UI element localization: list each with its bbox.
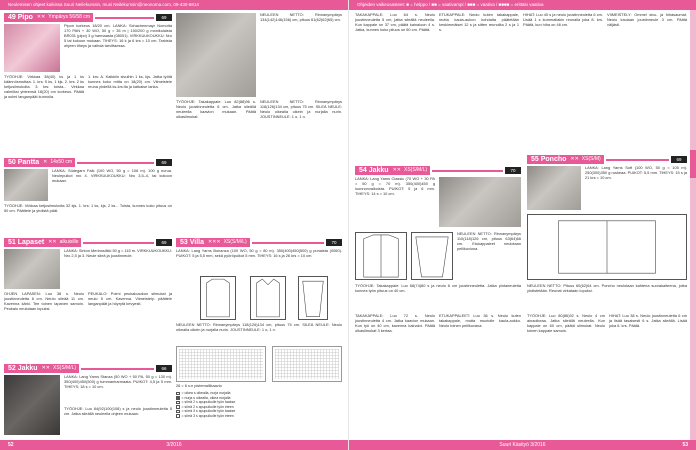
section-badge: 69 — [156, 159, 172, 166]
right-col-4: VIIMEISTELY: Ommel sivu- ja hihasaumat. Neulo kaulaan joustinneule 3 cm. Päätä väljästi. — [607, 13, 687, 27]
section-50-header — [4, 158, 172, 167]
section-badge: 69 — [671, 156, 687, 163]
villa-measurements: NEULEEN NETTO: Rinnanympärys 118(126)134 cm, pituus 75 cm. SILEÄ NEULE: Neulo oikealla oikein ja nurjalla nurin. JOUSTINNEULE: 1 o, 1 n. — [176, 323, 342, 332]
left-header: Neulemisen ohjeet kaikissa Suuri Neilekurssin, musi Neilekurssin@neonoma.com, 09-430-6814 — [0, 0, 348, 10]
section-size: XS(S/M/L) — [53, 364, 79, 373]
section-badge: 69 — [156, 239, 172, 246]
legend-swatch — [176, 414, 180, 418]
section-badge: 66 — [156, 365, 172, 372]
section-title: 51 Lapaset — [4, 238, 48, 247]
section-stars: ✕✕ — [48, 238, 59, 247]
section-stars: ✕✕ — [42, 364, 53, 373]
poncho-col-a: TYÖOHJE: Luo 80(86)92 s. Neulo 4 cm ainaoikeaa. Jatka sileällä neuleella. Kun kappale on 60 cm, päätä silmukat. Neulo toinen kappale samoin. — [527, 314, 605, 333]
villa-photo-large — [176, 13, 256, 97]
section-rule — [252, 242, 324, 244]
section-badge: 69 — [156, 14, 172, 21]
section-title: 53 Villa — [176, 238, 208, 247]
edge-tab — [690, 150, 696, 178]
lapaset-materials: LANKA: Sirkon Merinosilkki 50 g = 115 m. VIRKKUUKOUKKU: Nro 2,5 ja 3. Neule sileä ja joustinneule. — [64, 249, 172, 258]
section-rule — [77, 162, 154, 164]
right-col-1: TAKAKAPPALE: Luo 64 s. Neulo joustinneuletta 5 cm, jatka sileällä neuleella. Kun kappale on 37 cm, päätä kainaloon 4 s. Jatka, kunnes koko pituus on 60 cm. Päätä. — [355, 13, 435, 32]
poncho-schematic — [527, 214, 687, 280]
section-rule — [81, 368, 154, 370]
villa-chart-caption: 26 = 6 s:n pistemallikaavio — [176, 384, 222, 388]
jakku54-netto: NEULEEN NETTO: Rinnanympärys 110(118)126 cm, pituus 63(64)66 cm. Etukappaleet neulotaan peilikuviona. — [457, 232, 521, 251]
right-footer — [349, 440, 696, 450]
section-badge: 70 — [505, 167, 521, 174]
section-52-header — [4, 364, 172, 373]
villa-schematic-sleeve — [298, 276, 328, 320]
section-title: 52 Jakku — [4, 364, 42, 373]
section-size: XS(S/M) — [582, 155, 604, 164]
section-55-header — [527, 155, 687, 164]
legend-swatch — [176, 396, 180, 400]
jakku54-col-a: TAKAKAPPALE: Luo 72 s. Neulo joustinneuletta 4 cm. Jatka kaavion mukaan. Kun työ on 40 cm, kavenna kainalot. Päätä olkasilmukat 3 kertaa. — [355, 314, 435, 333]
page-edge-tabs — [690, 10, 696, 440]
jakku54-schematic — [355, 232, 407, 280]
legend-swatch — [176, 401, 180, 405]
section-size: 14x50 cm — [50, 158, 75, 167]
poncho-col-b: HIHAT: Luo 38 s. Neulo joustinneuletta 6 cm ja lisää tasaisesti 6 s. Jatka sileällä. Lisää joka 6. krs. Päätä. — [609, 314, 687, 328]
section-rule — [83, 242, 154, 244]
pantta-materials: LANKA: Südegarn Falk (100 WO, 50 g = 106 m). 100 g ecrua. Neulepuikot nro 4. VIRKKUUKOUKKU: Nro 3,5–4, tai kokoon mukaan. — [52, 169, 172, 183]
jakku54-photo — [439, 177, 521, 227]
poncho-netto: NEULEEN NETTO: Pituus 60(62)64 cm. Poncho neulotaan kahtena suorakaiteena, jotka yhdistetään. Reunat virkataan lopuksi. — [527, 284, 687, 293]
section-size: Ympärys 56/58 cm — [48, 13, 93, 22]
left-footer — [0, 440, 348, 450]
section-stars: ✕✕ — [393, 166, 404, 175]
jakku54-sleeve-schematic — [411, 232, 453, 280]
section-stars: ✕✕ — [570, 155, 581, 164]
section-title: 54 Jakku — [355, 166, 393, 175]
villa-pattern-chart — [176, 346, 266, 382]
jakku54-instructions: TYÖOHJE: Takakappale: Luo 68(74)80 s ja neulo 6 cm joustinneuletta. Jatka pintaneuletta kunnes työn pituus on 40 cm. — [355, 284, 521, 293]
legend-swatch — [176, 405, 180, 409]
footer-text: 3/2016 — [166, 442, 182, 448]
section-title: 55 Poncho — [527, 155, 570, 164]
section-rule — [95, 17, 154, 19]
poncho-materials: LANKA: Lang Yarns Soft (100 WO, 50 g = 105 m). 250(300)350 g ruskeaa. PUIKOT: 5,5 mm. TIHEYS: 15 s ja 21 krs = 10 cm. — [585, 166, 687, 180]
section-rule — [606, 159, 669, 161]
right-page — [348, 0, 696, 450]
jakku54-materials: LANKA: Lang Yarns Classic (70 WO + 30 PA = 50 g = 70 m). 350(400)450 g luonnonvalkoista. PUIKOT: 5 ja 6 mm. TIHEYS: 14 s = 10 cm. — [355, 177, 435, 196]
right-header: Ohjeiden vaikeusasteet: ■ = helppo / ■■ = vaativampi / ■■■ = vaativa / ■■■■ = erittäin vaativa — [349, 0, 696, 10]
lapaset-thumb: PEUKALO: Poimi peukaloaukon silmukat ja neulo 5 cm. Kavenna. Viimeistely: päättele langanpäät ja höyrytä kevyesti. — [88, 292, 172, 306]
schematic-drawing — [201, 277, 235, 319]
legend-item: = oikea s oikealla, nurja nurjalla — [176, 391, 342, 396]
schematic-drawing — [356, 233, 406, 279]
legend-swatch — [176, 410, 180, 414]
section-stars: ✕✕ — [37, 13, 48, 22]
villa-column-a: TYÖOHJE: Takakappale: Luo 82(88)96 s. Neulo joustinneuletta 6 cm. Jatka sileällä neuleella kaavion mukaan. Päätä olkasilmukat. — [176, 100, 256, 119]
section-title: 50 Pantta — [4, 158, 43, 167]
section-51-header — [4, 238, 172, 247]
section-size: XS(S/M/L) — [224, 238, 250, 247]
section-badge: 70 — [326, 239, 342, 246]
lapaset-instructions: OHJEN LAPASEN: Luo 38 s. Neulo joustinneuletta 6 cm. Neulo sileää 11 cm. Kavenna kärki. Tee toinen lapanen samoin. Peukalo neulotaan lopuksi. — [4, 292, 84, 311]
pantta-photo — [4, 169, 48, 201]
section-stars: ✕ — [43, 158, 50, 167]
jakku54-col-b: ETUKAPPALEET: Luo 36 s. Neulo kuten takakappale, mutta muotoile kaula-aukko. Neulo toinen peilikuvana. — [439, 314, 521, 328]
villa-schematic-back — [200, 276, 236, 320]
right-col-2: ETUKAPPALE: Neulo kuten takakappale, mutta kaula-aukon kohdalta päätetään keskimmäiset 12 s ja sitten reunoilta 2 s ja 1 s. — [439, 13, 519, 32]
section-size: aikuisille — [60, 238, 82, 247]
section-54-header — [355, 166, 521, 175]
lapaset-photo — [4, 249, 60, 289]
villa-intro: NEULEEN NETTO: Rinnanympärys 134(142)146(156) cm, pituus 61(62)62(65) cm. — [260, 13, 342, 22]
villa-chart-legend — [176, 391, 342, 418]
pantta-instructions: TYÖOHJE: Virkkaa ketjusilmukoita 32 kjs. 1. krs: 1 ks, kjs, 2 ks... Toista, kunnes koko pituus on 50 cm. Päättele ja yhdistä päät. — [4, 204, 172, 213]
jakku-photo — [4, 375, 60, 435]
legend-item: = siirrä 3 s apupuikolle työn eteen — [176, 414, 342, 419]
legend-item: = siirrä 2 s apupuikolle työn taakse — [176, 400, 342, 405]
page-number: 53 — [682, 442, 688, 448]
pipo-photo — [4, 24, 60, 72]
section-title: 49 Pipo — [4, 13, 37, 22]
schematic-drawing — [251, 277, 285, 319]
section-stars: ✕✕✕ — [208, 238, 224, 247]
jakku-materials: LANKA: Lang Yarns Stanza (50 WO + 50 PA, 50 g = 130 m). 350(400)450(500) g tummanharmaata. PUIKOT: 4,5 ja 5 mm. TIHEYS: 18 s = 10 cm. — [64, 375, 172, 389]
section-size: XS(S/M/L) — [404, 166, 430, 175]
schematic-drawing — [299, 277, 327, 319]
schematic-drawing — [528, 215, 686, 279]
right-col-3: HIHAT: Luo 40 s ja neulo joustinneuletta 6 cm. Lisää 1 s kummallakin reunalla joka 8. krs. Päätä, kun hiha on 46 cm. — [523, 13, 603, 27]
schematic-drawing — [412, 233, 452, 279]
villa-pattern-chart-2 — [272, 346, 342, 382]
page-number: 52 — [8, 442, 14, 448]
section-49-header — [4, 13, 172, 22]
legend-swatch — [176, 392, 180, 396]
villa-schematic-front — [250, 276, 286, 320]
legend-item: = siirrä 3 s apupuikolle työn taakse — [176, 409, 342, 414]
footer-text: Suuri Käsityö 3/2016 — [499, 442, 546, 448]
pipo-rounds: 1. krs: A. Kaikkiin sivuihin 1 ks, kjs. Jatka työtä kunnes koko mitta on 18(20) cm. Viimeistele reuna yhdellä ks-krs:lla ja katkaise lanka. — [88, 75, 172, 89]
section-rule — [432, 170, 503, 172]
legend-item: = nurja s oikealla, oikea nurjalla — [176, 396, 342, 401]
poncho-photo — [527, 166, 581, 210]
legend-item: = siirrä 2 s apupuikolle työn eteen — [176, 405, 342, 410]
pipo-instructions: TYÖOHJE: Virkkaa 38(40) ks ja 1 ks käännösmuttaa. 1. krs: 5 ks, 1 kjs. 2. krs: 2 ks ketjusilmukoita. 3. krs: toista... Virkkaa valmiiksi yhteensä 18(20) cm korkeus. Päätä ja solmi langanpäät kunnolla. — [4, 75, 84, 99]
villa-column-b: NEULEEN NETTO: Rinnanympärys 118(126)134 cm, pituus 75 cm. SILEÄ NEULE: Neulo oikealla oikein ja nurjalla nurin. JOUSTINNEULE: 1 o, 1 n. — [260, 100, 342, 119]
villa-materials: LANKA: Lang Yarns Bonanza (100 WO, 50 g = 80 m). 350(400)450(500) g punaista (0060). PUIKOT: 5 ja 5,5 mm, sekä pyöröpuikot 5 mm. TIHEYS: 16 s ja 26 krs = 10 cm. — [176, 249, 342, 258]
section-53-header — [176, 238, 342, 247]
pipo-materials: Pipon korkeus 18/20 cm. LANKA: Schachenmayr Nomotta 170 PAN + 30 WO, 50 g = 35 m | 150/200 g monikulaista BR031 (pipo) 3 g harmaasta (08001). VIRKKUUKOUKKU: Nro 5 tai kokoon mukaan. TIHEYS: 16 k ja 6 krs = 10 cm. Tarkista ohjeen tiheys ja vaihda tarvittaessa. — [64, 24, 172, 48]
jakku-instructions: TYÖOHJE: Luo 84(92)100(108) s ja neulo joustinneuletta 5 cm. Jatka sileällä neuleella ohjeen mukaan. — [64, 407, 172, 416]
